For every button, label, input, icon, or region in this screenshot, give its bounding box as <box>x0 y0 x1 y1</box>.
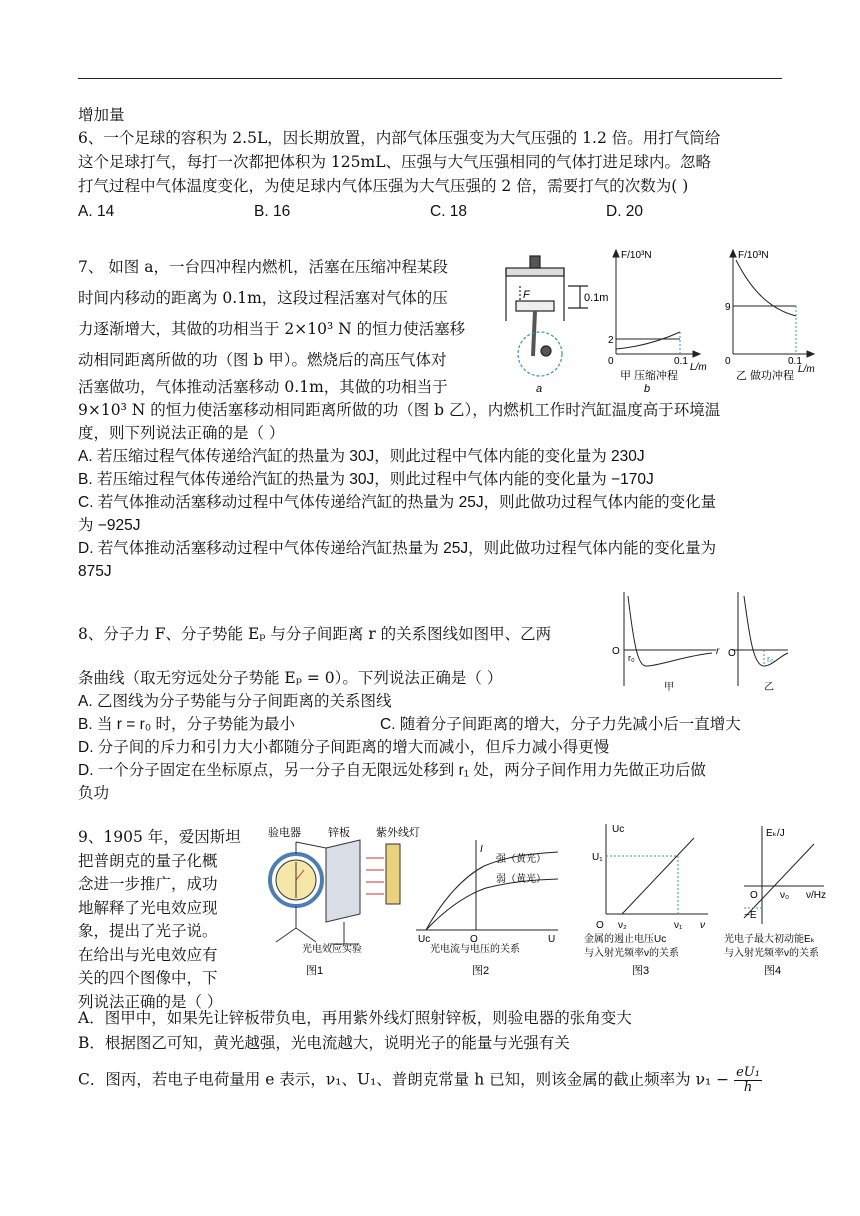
fig2-O: O <box>470 934 478 945</box>
fragment-text <box>78 104 786 126</box>
fig3-chart <box>606 824 708 914</box>
q7-yi-tick-01: 0.1 <box>788 356 802 367</box>
fig4-vHz: ν/Hz <box>806 890 826 901</box>
q9-line-4: 地解释了光电效应现 <box>78 898 218 917</box>
fig2-weak: 弱（黄光） <box>496 874 546 885</box>
chart-compression <box>613 250 700 357</box>
q9-line-8: 列说法正确的是（ ） <box>78 992 223 1011</box>
q9-option-c[interactable]: C．图丙，若电子电荷量用 e 表示，ν₁、U₁、普朗克常量 h 已知，则该金属的截止频率为 ν₁ − <box>78 1070 730 1089</box>
q9-line-7: 关的四个图像中，下 <box>78 969 218 987</box>
question-6 <box>78 126 786 224</box>
fig3-label: 图3 <box>632 965 650 977</box>
q9-option-c-wrap <box>78 1066 786 1095</box>
q6-line-3: 打气过程中气体温度变化，为使足球内气体压强为大气压强的 2 倍，需要打气的次数为( ) <box>78 177 689 195</box>
fig4-E: −E <box>744 910 757 921</box>
q6-options <box>78 200 786 224</box>
fig3-Uc: Uc <box>612 824 625 835</box>
q9-line-2: 把普朗克的量子化概 <box>78 851 218 870</box>
fig4-O: O <box>750 890 758 901</box>
q8-jia-r: r <box>716 646 720 657</box>
fig2-U: U <box>548 934 556 945</box>
q9-line-1: 9、1905 年，爱因斯坦 <box>78 828 241 846</box>
q7-line-1: 7、 如图 a，一台四冲程内燃机，活塞在压缩冲程某段 <box>78 258 448 276</box>
q8-chart-jia <box>624 592 716 686</box>
q7-fig-a: a <box>536 383 543 395</box>
q6-option-c[interactable]: C. 18 <box>430 203 468 220</box>
q8-yi-r0: r₀ <box>767 654 774 664</box>
fig3-O: O <box>596 920 604 931</box>
q7-jia-tick-2: 2 <box>608 335 614 346</box>
q7-option-b[interactable]: B. 若压缩过程气体传递给汽缸的热量为 30J，则此过程中气体内能的变化量为 −170J <box>78 471 654 488</box>
fig1-label: 图1 <box>306 965 324 977</box>
q7-line-6: 9×10³ N 的恒力使活塞移动相同距离所做的功（图 b 乙），内燃机工作时汽缸温度高于环境温 <box>78 401 721 419</box>
q7-jia-origin: 0 <box>608 356 614 367</box>
q8-option-d1[interactable]: D. 分子间的斥力和引力大小都随分子间距离的增大而减小，但斥力减小得更慢 <box>78 739 610 756</box>
q8-option-a[interactable]: A. 乙图线为分子势能与分子间距离的关系图线 <box>78 693 392 710</box>
q7-fig-b: b <box>644 383 651 395</box>
fig4-label: 图4 <box>764 965 782 977</box>
q7-fig-dist: 0.1m <box>584 292 609 304</box>
q8-option-d2[interactable]: D. 一个分子固定在坐标原点，另一分子自无限远处移到 r₁ 处，两分子间作用力先做正功后做 <box>78 762 706 779</box>
q8-option-c[interactable]: C. 随着分子间距离的增大，分子力先减小后一直增大 <box>380 716 741 733</box>
fig4-caption1: 光电子最大初动能Eₖ <box>724 934 815 945</box>
engine-diagram <box>506 256 588 376</box>
fig3-v: ν <box>700 920 705 931</box>
q8-chart-yi <box>732 592 788 686</box>
fig3-U1: U₁ <box>592 852 603 863</box>
q8-line-2: 条曲线（取无穷远处分子势能 Eₚ = 0）。下列说法正确是（ ） <box>78 669 503 687</box>
fig1-caption: 光电效应实验 <box>302 944 362 955</box>
q7-option-d-cont: 875J <box>78 563 112 580</box>
q7-line-4: 动相同距离所做的功（图 b 甲）。燃烧后的高压气体对 <box>78 351 447 369</box>
q8-jia-label: 甲 <box>664 682 674 693</box>
q8-jia-r0: r₀ <box>628 653 635 663</box>
q8-yi-O: O <box>728 648 736 659</box>
q7-jia-caption: 甲 压缩冲程 <box>620 370 679 382</box>
q7-line-3: 力逐渐增大，其做的功相当于 2×10³ N 的恒力使活塞移 <box>78 320 466 338</box>
q7-option-d[interactable]: D. 若气体推动活塞移动过程中气体传递给汽缸热量为 25J，则此做功过程气体内能的变化量为 <box>78 540 717 557</box>
fig4-v0: ν₀ <box>780 890 790 901</box>
q9-frac-num: eU₁ <box>736 1065 760 1080</box>
fig4-caption2: 与入射光频率ν的关系 <box>724 948 819 959</box>
q7-yi-tick-9: 9 <box>725 302 731 313</box>
fig2-Uc: Uc <box>418 934 431 945</box>
q7-yi-ylabel: F/10³N <box>738 250 769 261</box>
q7-line-7: 度，则下列说法正确的是（ ） <box>78 424 285 442</box>
fig1-apparatus <box>270 840 400 944</box>
question-8-options <box>78 690 786 805</box>
fig1-electroscope: 验电器 <box>268 827 301 839</box>
q7-figure <box>498 246 818 396</box>
q6-option-d[interactable]: D. 20 <box>606 203 644 220</box>
fig3-caption1: 金属的遏止电压Uc <box>584 934 667 945</box>
header-rule <box>78 78 782 79</box>
q7-yi-caption: 乙 做功冲程 <box>736 370 795 382</box>
q8-yi-label: 乙 <box>764 682 774 693</box>
q7-yi-xlabel: L/m <box>798 364 815 375</box>
chart-power <box>730 250 814 357</box>
q7-option-c[interactable]: C. 若气体推动活塞移动过程中气体传递给汽缸的热量为 25J，则此做功过程气体内能的变化量 <box>78 494 717 511</box>
q7-line-2: 时间内移动的距离为 0.1m，这段过程活塞对气体的压 <box>78 289 448 307</box>
q7-jia-ylabel: F/10³N <box>621 250 652 261</box>
q7-option-a[interactable]: A. 若压缩过程气体传递给汽缸的热量为 30J，则此过程中气体内能的变化量为 230J <box>78 448 645 465</box>
q9-line-6: 在给出与光电效应有 <box>78 945 218 964</box>
fragment-line: 增加量 <box>78 106 125 124</box>
fig1-uv: 紫外线灯 <box>376 827 420 839</box>
fig3-v2: ν₂ <box>618 920 627 931</box>
question-9 <box>78 826 278 1014</box>
fig3-v1: ν₁ <box>674 920 683 931</box>
q8-options-bc <box>78 713 786 736</box>
q8-jia-O: O <box>612 646 620 657</box>
q8-option-d2-cont: 负功 <box>78 785 110 802</box>
q6-line-1: 6、一个足球的容积为 2.5L，因长期放置，内部气体压强变为大气压强的 1.2 倍。用打气筒给 <box>78 129 721 147</box>
question-9-options <box>78 1006 786 1095</box>
q9-option-a[interactable]: A．图甲中，如果先让锌板带负电，再用紫外线灯照射锌板，则验电器的张角变大 <box>78 1009 632 1027</box>
fig2-label: 图2 <box>472 965 490 977</box>
q9-frac-den: h <box>743 1080 753 1095</box>
question-7-cont <box>78 376 786 583</box>
q9-figures <box>258 818 844 982</box>
q8-figure <box>604 586 790 696</box>
q8-option-b[interactable]: B. 当 r = r₀ 时，分子势能为最小 <box>78 716 295 733</box>
q8-line-1: 8、分子力 F、分子势能 Eₚ 与分子间距离 r 的关系图线如图甲、乙两 <box>78 625 552 643</box>
q6-line-2: 这个足球打气，每打一次都把体积为 125mL、压强与大气压强相同的气体打进足球内。忽略 <box>78 153 712 171</box>
fig4-Ek: Eₖ/J <box>766 828 785 839</box>
fig2-strong: 强（黄光） <box>496 854 546 865</box>
q7-line-5: 活塞做功，气体推动活塞移动 0.1m，其做的功相当于 <box>78 378 448 396</box>
fig3-caption2: 与入射光频率ν的关系 <box>584 948 679 959</box>
q7-jia-tick-01: 0.1 <box>674 356 688 367</box>
q7-jia-xlabel: L/m <box>690 362 707 373</box>
q7-option-c-cont: 为 −925J <box>78 517 141 534</box>
q9-fraction <box>734 1066 762 1095</box>
q9-line-5: 象，提出了光子说。 <box>78 922 218 940</box>
q9-line-3: 念进一步推广，成功 <box>78 875 218 893</box>
fig1-zinc: 锌板 <box>328 827 350 839</box>
fig2-caption: 光电流与电压的关系 <box>430 944 520 955</box>
fig2-I: I <box>480 844 483 855</box>
q9-option-b[interactable]: B．根据图乙可知，黄光越强，光电流越大，说明光子的能量与光强有关 <box>78 1034 570 1052</box>
q7-yi-origin: 0 <box>725 356 731 367</box>
q7-fig-F: F <box>523 289 530 301</box>
q6-option-b[interactable]: B. 16 <box>254 203 291 220</box>
q6-option-a[interactable]: A. 14 <box>78 203 115 220</box>
